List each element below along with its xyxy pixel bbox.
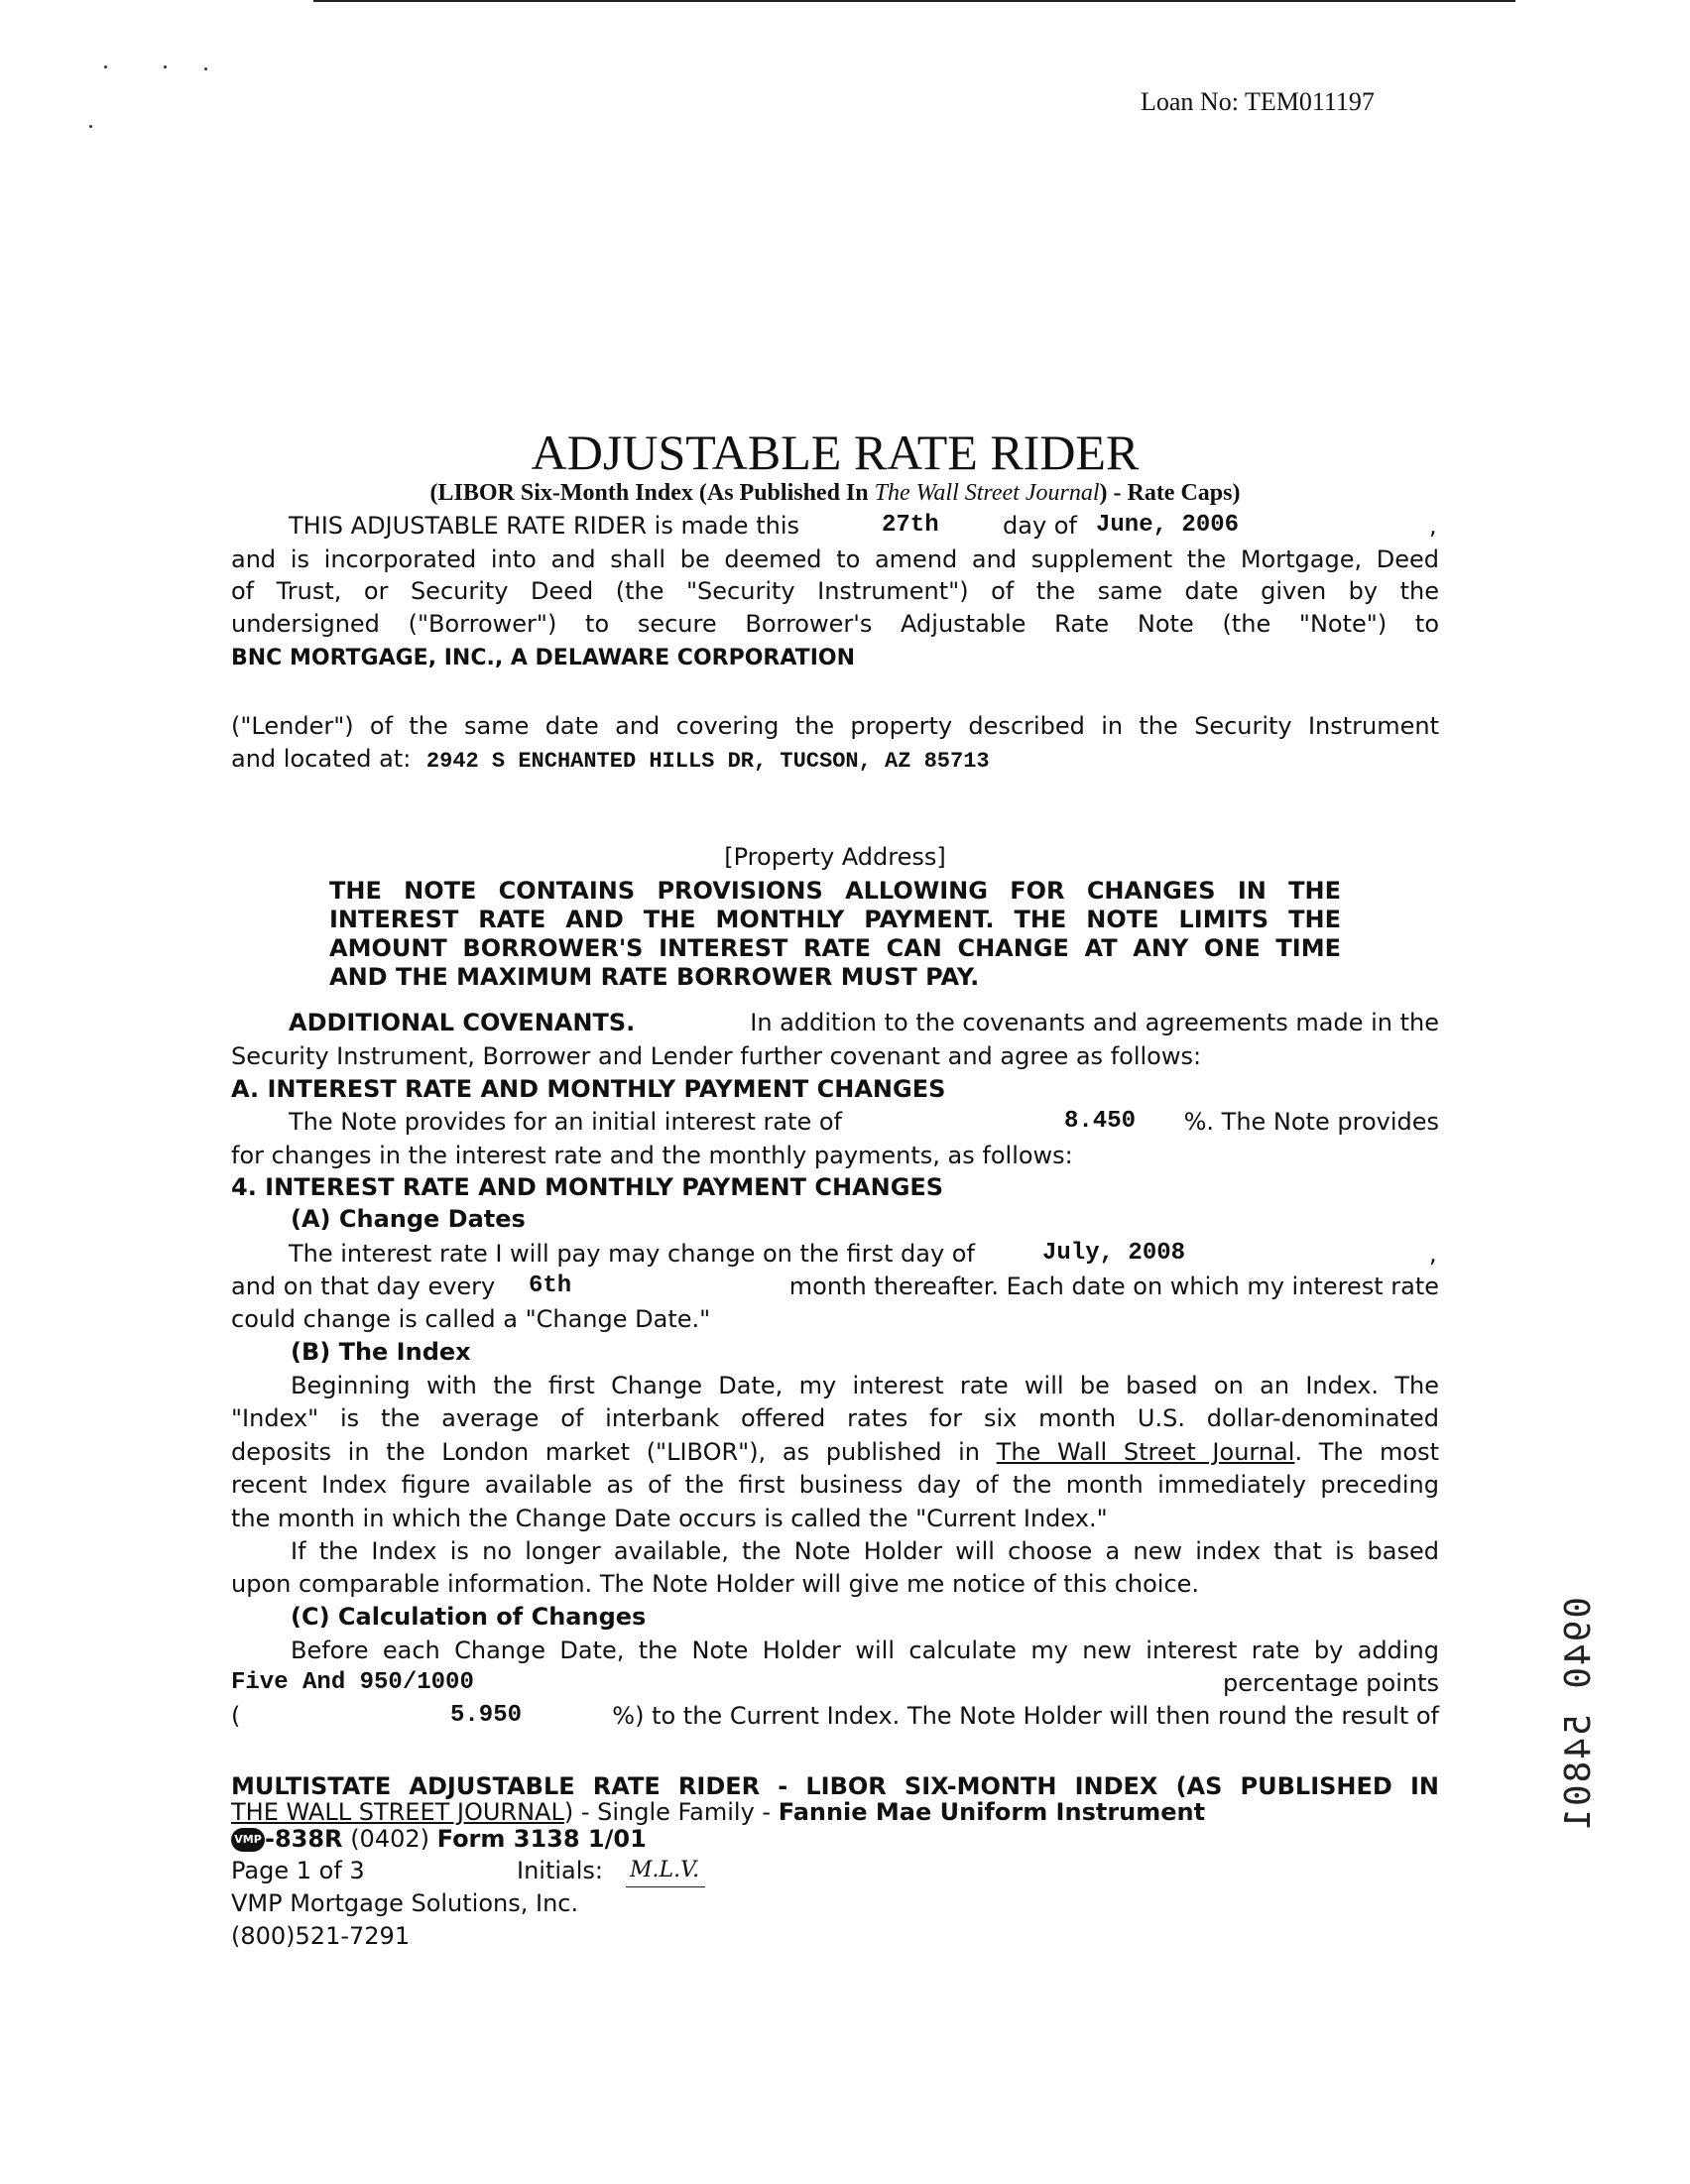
footer-journal: THE WALL STREET JOURNAL <box>231 1798 564 1826</box>
change-dates-text: and on that day every <box>231 1273 496 1300</box>
footer-text: ) - Single Family - <box>563 1798 779 1826</box>
calculation-text: %) to the Current Index. The Note Holder will then round the result of <box>612 1702 1439 1730</box>
intro-text: , <box>1429 512 1437 540</box>
index-line-2: "Index" is the average of interbank offered rates for six month U.S. dollar-denominated <box>231 1404 1439 1432</box>
section-a-line-2: for changes in the interest rate and the monthly payments, as follows: <box>231 1142 1073 1169</box>
document-subtitle <box>231 478 1439 508</box>
index-line-1: Beginning with the first Change Date, my interest rate will be based on an Index. The <box>291 1372 1439 1399</box>
intro-line-3: of Trust, or Security Deed (the "Security Instrument") of the same date given by the <box>231 577 1439 605</box>
section-a-text: The Note provides for an initial interest rate of <box>289 1108 842 1136</box>
footer-form-line <box>231 1823 1439 1855</box>
subtitle-text: (LIBOR Six-Month Index (As Published In <box>429 480 875 506</box>
document-title: ADJUSTABLE RATE RIDER <box>531 425 1140 480</box>
calculation-line-1: Before each Change Date, the Note Holder will calculate my new interest rate by adding <box>291 1637 1439 1664</box>
property-address: 2942 S ENCHANTED HILLS DR, TUCSON, AZ 85713 <box>425 749 990 774</box>
footer-page-line <box>231 1855 1439 1886</box>
footer-line-1: MULTISTATE ADJUSTABLE RATE RIDER - LIBOR SIX-MONTH INDEX (AS PUBLISHED IN <box>231 1772 1439 1800</box>
margin-words: Five And 950/1000 <box>231 1669 474 1696</box>
section-a-text: %. The Note provides <box>1183 1108 1439 1136</box>
intro-text: THIS ADJUSTABLE RATE RIDER is made this <box>289 512 799 540</box>
covenants-heading: ADDITIONAL COVENANTS. <box>289 1009 636 1036</box>
notice-line: THE NOTE CONTAINS PROVISIONS ALLOWING FOR CHANGES IN THE <box>329 877 1341 905</box>
scan-speck <box>164 65 167 68</box>
index-line-3 <box>231 1436 1439 1468</box>
calculation-text: percentage points <box>1223 1669 1439 1697</box>
top-border-line <box>313 0 1515 2</box>
calculation-heading: (C) Calculation of Changes <box>291 1603 647 1631</box>
notice-line: AND THE MAXIMUM RATE BORROWER MUST PAY. <box>329 963 980 991</box>
rider-date: June, 2006 <box>1096 512 1240 539</box>
change-dates-text: month thereafter. Each date on which my interest rate <box>788 1273 1439 1300</box>
page-number: Page 1 of 3 <box>231 1857 365 1884</box>
change-dates-heading: (A) Change Dates <box>291 1205 526 1233</box>
change-dates-text: The interest rate I will pay may change on the first day of <box>289 1240 975 1268</box>
section-a-heading: A. INTEREST RATE AND MONTHLY PAYMENT CHANGES <box>231 1075 946 1103</box>
index-line-7: upon comparable information. The Note Holder will give me notice of this choice. <box>231 1570 1200 1598</box>
notice-block <box>329 877 1341 992</box>
covenants-line-2: Security Instrument, Borrower and Lender further covenant and agree as follows: <box>231 1042 1202 1070</box>
change-interval: 6th <box>529 1273 572 1299</box>
index-heading: (B) The Index <box>291 1338 471 1366</box>
vmp-logo: VMP <box>231 1828 265 1852</box>
change-dates-line-3: could change is called a "Change Date." <box>231 1305 711 1333</box>
rider-day: 27th <box>882 512 939 539</box>
margin-percent: 5.950 <box>450 1702 523 1729</box>
calculation-text: ( <box>231 1702 241 1730</box>
side-stamp-number <box>1558 1597 1599 1832</box>
index-text: deposits in the London market ("LIBOR"), as published in <box>231 1438 980 1466</box>
first-change-date: July, 2008 <box>1042 1240 1186 1267</box>
intro-line-4: undersigned ("Borrower") to secure Borrower's Adjustable Rate Note (the "Note") to <box>231 610 1439 638</box>
form-number: Form 3138 1/01 <box>436 1825 647 1853</box>
scan-speck <box>104 65 107 68</box>
scan-speck <box>89 125 92 128</box>
loan-number: Loan No: TEM011197 <box>1141 87 1375 116</box>
initials-signature: M.L.V. <box>626 1855 705 1887</box>
subtitle-text: ) - Rate Caps) <box>1099 480 1241 506</box>
intro-line-2: and is incorporated into and shall be deemed to amend and supplement the Mortgage, Deed <box>231 546 1439 573</box>
intro-text: day of <box>1003 512 1077 540</box>
index-line-5: the month in which the Change Date occurs is called the "Current Index." <box>231 1505 1108 1532</box>
index-line-6: If the Index is no longer available, the Note Holder will choose a new index that is based <box>291 1537 1439 1565</box>
intro-line-6: ("Lender") of the same date and covering the property described in the Security Instrument <box>231 712 1439 740</box>
index-line-4: recent Index figure available as of the first business day of the month immediately preceding <box>231 1471 1439 1499</box>
notice-line: INTEREST RATE AND THE MONTHLY PAYMENT. THE NOTE LIMITS THE <box>329 906 1341 933</box>
index-text: . The most <box>1294 1438 1439 1466</box>
footer-phone: (800)521-7291 <box>231 1922 411 1950</box>
intro-text: and located at: <box>231 745 412 773</box>
notice-line: AMOUNT BORROWER'S INTEREST RATE CAN CHANGE AT ANY ONE TIME <box>329 934 1341 962</box>
change-dates-text: , <box>1429 1240 1437 1268</box>
form-date: (0402) <box>350 1825 429 1853</box>
footer-instrument: Fannie Mae Uniform Instrument <box>778 1798 1206 1826</box>
scan-speck <box>204 67 207 70</box>
initial-interest-rate: 8.450 <box>1064 1108 1137 1135</box>
initials-label: Initials: <box>517 1857 603 1884</box>
lender-name: BNC MORTGAGE, INC., A DELAWARE CORPORATION <box>231 646 855 670</box>
side-stamp-text: 0940 54801 <box>1558 1597 1599 1832</box>
section-4-heading: 4. INTEREST RATE AND MONTHLY PAYMENT CHANGES <box>231 1173 944 1201</box>
property-address-label: [Property Address] <box>724 843 946 871</box>
index-journal: The Wall Street Journal <box>996 1438 1295 1466</box>
form-code: -838R <box>265 1825 343 1853</box>
intro-line-7 <box>231 743 1439 778</box>
subtitle-journal: The Wall Street Journal <box>874 480 1100 506</box>
footer-company: VMP Mortgage Solutions, Inc. <box>231 1889 579 1917</box>
covenants-text: In addition to the covenants and agreements made in the <box>750 1009 1439 1036</box>
